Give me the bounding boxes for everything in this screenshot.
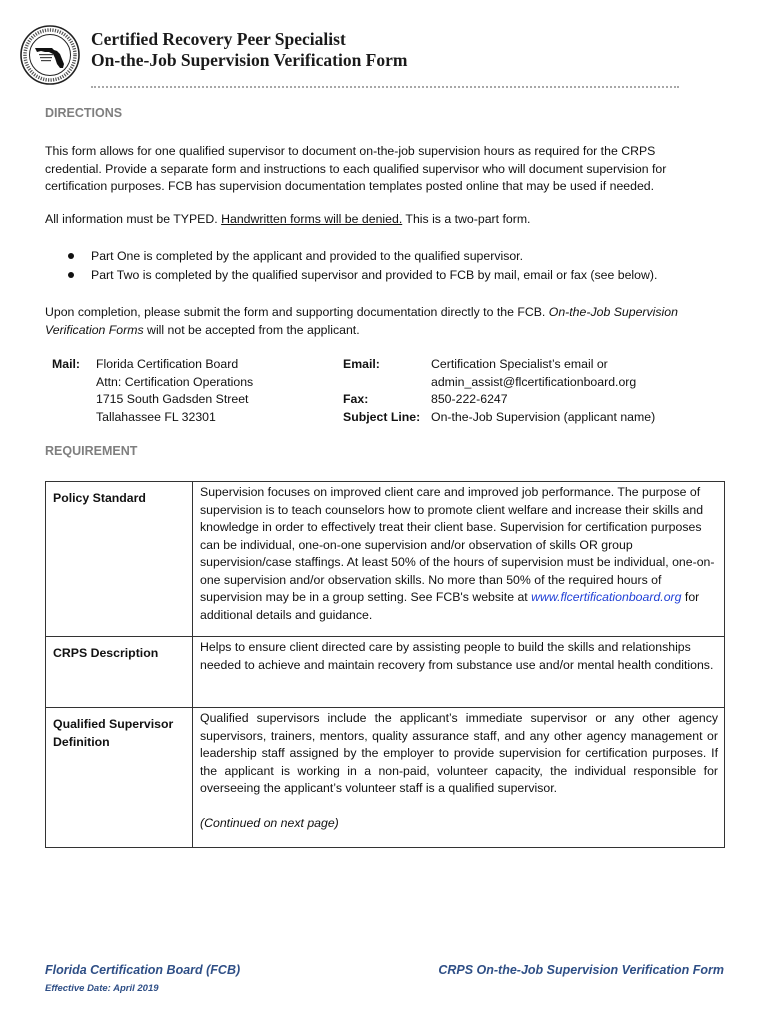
continued-note: (Continued on next page) [200,815,339,830]
two-part-text: This is a two-part form. [402,212,531,226]
table-row [46,637,725,708]
policy-standard-label: Policy Standard [46,482,193,637]
title-divider [91,86,679,88]
directions-paragraph-2 [45,211,715,229]
mail-address: Florida Certification Board Attn: Certification Operations 1715 South Gadsden Street Tallahassee FL 32301 [96,357,254,424]
qualified-supervisor-label: Qualified Supervisor Definition [46,708,193,848]
bullet-icon [68,253,74,259]
directions-paragraph-1: This form allows for one qualified supervisor to document on-the-job supervision hours as required for the CRPS credential. Provide a separate form and instructions to each qualified supervisor who will document supervision for certification purposes. FCB has supervision documentation templates posted online that may be used if needed. [45,144,667,193]
parts-list [66,247,657,285]
footer-form-title: CRPS On-the-Job Supervision Verification Form [438,963,724,977]
directions-heading: DIRECTIONS [45,106,123,120]
handwritten-warning: Handwritten forms will be denied. [221,212,403,226]
footer-organization: Florida Certification Board (FCB) [45,963,241,977]
email-line-1: Certification Specialist’s email or [431,357,608,371]
footer-effective-date: Effective Date: April 2019 [45,983,159,994]
fcb-website-link[interactable]: www.flcertificationboard.org [531,590,682,604]
qualified-supervisor-text: Qualified supervisors include the applicant’s immediate supervisor or any other agency supervisors, trainers, mentors, quality assurance staff, and any other agency management or leadership staff assigned by the employer to provide supervision for certification purposes. If the applicant is working in a non-paid, volunteer capacity, the individual responsible for overseeing the applicant’s volunteer staff is a qualified supervisor. (Continued on next page) [193,708,725,848]
title-line-2: On-the-Job Supervision Verification Form [91,50,408,70]
table-row [46,482,725,637]
crps-description-text: Helps to ensure client directed care by assisting people to build the skills and relationships needed to achieve and maintain recovery from substance use and/or mental health conditions. [193,637,725,708]
title-line-1: Certified Recovery Peer Specialist [91,29,346,49]
subject-line-value: On-the-Job Supervision (applicant name) [431,409,656,424]
bullet-icon [68,272,74,278]
florida-certification-board-seal-icon [19,24,81,86]
directions-paragraph-3: Upon completion, please submit the form and supporting documentation directly to the FCB. On-the-Job Supervision Verification Forms will not be accepted from the applicant. [45,305,678,337]
requirement-table [45,481,725,848]
contact-values [431,356,655,426]
page-title [91,29,407,71]
typed-requirement-text: All information must be TYPED. [45,212,222,226]
table-row [46,708,725,848]
requirement-heading: REQUIREMENT [45,444,138,458]
list-item: Part Two is completed by the qualified supervisor and provided to FCB by mail, email or fax (see below). [66,266,657,285]
crps-description-label: CRPS Description [46,637,193,708]
email-address[interactable]: admin_assist@flcertificationboard.org [431,374,637,389]
policy-standard-text: Supervision focuses on improved client care and improved job performance. The purpose of supervision is to teach counselors how to promote client welfare and increase their skills and knowledge in order to effectively treat their client base. Supervision for certification purposes can be individual, one-on-one supervision and/or observation of skills OR group supervision/case staffings. At least 50% of the hours of supervision must be individual, one-on-one supervision and/or observation skills. No more than 50% of the required hours of supervision may be in a group setting. See FCB's website at www.flcertificationboard.org for additional details and guidance. [193,482,725,637]
fax-label: Fax: [343,392,369,406]
subject-line-label: Subject Line: [343,409,421,424]
fax-number: 850-222-6247 [431,392,508,406]
form-name-italic: On-the-Job Supervision Verification Forms [45,305,678,337]
list-item: Part One is completed by the applicant and provided to the qualified supervisor. [66,247,657,266]
email-label: Email: [343,357,380,371]
mail-label: Mail: [52,357,81,371]
contact-labels [343,356,420,426]
